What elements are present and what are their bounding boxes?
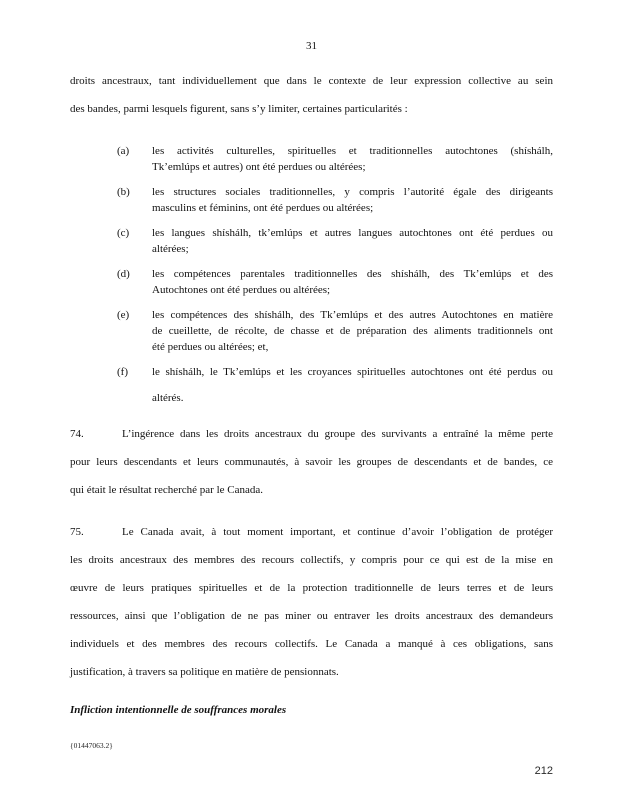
section-heading: Infliction intentionnelle de souffrances morales xyxy=(70,704,287,716)
footer-doc-id: {01447063.2} xyxy=(70,741,113,750)
text-line: des bandes, parmi lesquels figurent, sans s’y limiter, certaines particularités : xyxy=(70,103,408,115)
text-line: le shíshálh, le Tk’emlúps et les croyances spirituelles autochtones ont été perdus ou xyxy=(152,366,553,378)
list-item-marker: (c) xyxy=(117,227,130,239)
text-line: altérés. xyxy=(152,392,184,404)
text-line: les structures sociales traditionnelles, y compris l’autorité égale des dirigeants xyxy=(152,186,553,198)
text-line: les langues shíshálh, tk’emlúps et autres langues autochtones ont été perdues ou xyxy=(152,227,553,239)
paragraph-text: Le Canada avait, à tout moment important, et continue d’avoir l’obligation de protéger xyxy=(122,526,553,538)
text-line: les compétences des shíshálh, des Tk’emlúps et des autres Autochtones en matière xyxy=(152,309,553,321)
text-line: justification, à travers sa politique en matière de pensionnats. xyxy=(70,666,339,678)
paragraph-74 xyxy=(70,420,553,504)
list-item-c xyxy=(70,225,553,257)
text-line: les compétences parentales traditionnelles des shíshálh, des Tk’emlúps et des xyxy=(152,268,553,280)
text-line: les droits ancestraux des membres des recours collectifs, y compris pour ce qui est de la mise en xyxy=(70,554,553,566)
text-line: les activités culturelles, spirituelles et traditionnelles autochtones (shíshálh, xyxy=(152,145,553,157)
text-line: ressources, ainsi que l’obligation de ne pas miner ou entraver les droits ancestraux des demandeurs xyxy=(70,610,553,622)
list-item-b xyxy=(70,184,553,216)
text-line: Autochtones ont été perdues ou altérées; xyxy=(152,284,331,296)
list-item-e xyxy=(70,307,553,355)
text-line: œuvre de leurs pratiques spirituelles et de la protection traditionnelle de leurs terres et de leurs xyxy=(70,582,553,594)
text-line: masculins et féminins, ont été perdues ou altérées; xyxy=(152,202,374,214)
text-line: individuels et des membres des recours collectifs. Le Canada a manqué à ces obligations, sans xyxy=(70,638,553,650)
text-line: droits ancestraux, tant individuellement que dans le contexte de leur expression collective au sein xyxy=(70,75,553,87)
text-line: été perdues ou altérées; et, xyxy=(152,341,269,353)
page-number-top: 31 xyxy=(306,40,317,52)
text-line xyxy=(70,420,553,448)
intro-paragraph xyxy=(70,67,553,123)
page-number-bottom: 212 xyxy=(534,765,553,777)
paragraph-number: 74. xyxy=(70,428,84,440)
text-line: de cueillette, de récolte, de chasse et de préparation des aliments traditionnels ont xyxy=(152,325,553,337)
list-item-marker: (a) xyxy=(117,145,130,157)
text-line xyxy=(70,518,553,546)
list-item-marker: (d) xyxy=(117,268,130,280)
text-line: Tk’emlúps et autres) ont été perdues ou altérées; xyxy=(152,161,366,173)
list-item-f xyxy=(70,364,553,406)
paragraph-75 xyxy=(70,518,553,686)
list-item-marker: (f) xyxy=(117,366,128,378)
particulars-list xyxy=(70,143,553,406)
list-item-d xyxy=(70,266,553,298)
text-line: altérées; xyxy=(152,243,189,255)
list-item-a xyxy=(70,143,553,175)
paragraph-text: L’ingérence dans les droits ancestraux du groupe des survivants a entraîné la même perte xyxy=(122,428,553,440)
text-line: qui était le résultat recherché par le Canada. xyxy=(70,484,264,496)
list-item-marker: (e) xyxy=(117,309,130,321)
text-line: pour leurs descendants et leurs communautés, à savoir les groupes de descendants et de bandes, ce xyxy=(70,456,553,468)
paragraph-number: 75. xyxy=(70,526,84,538)
list-item-marker: (b) xyxy=(117,186,130,198)
